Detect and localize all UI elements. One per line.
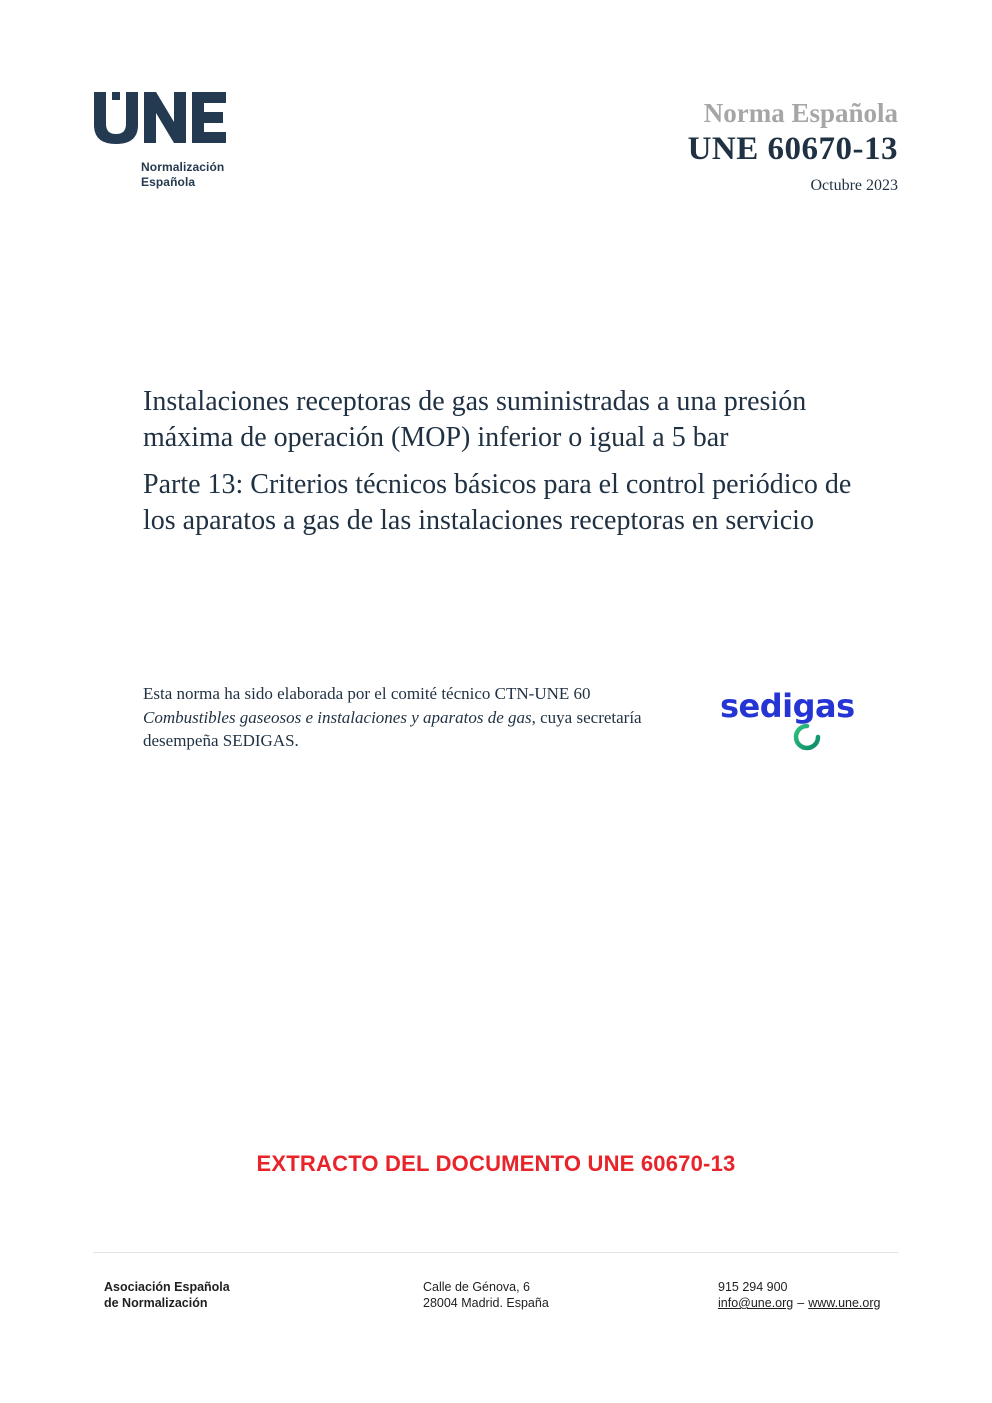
sedigas-ring-icon (792, 722, 822, 752)
email-link[interactable]: info@une.org (718, 1296, 794, 1310)
standard-type-label: Norma Española (703, 98, 898, 128)
footer-address-line2: 28004 Madrid. España (423, 1296, 549, 1310)
footer-org-line1: Asociación Española (104, 1280, 230, 1294)
document-title (143, 384, 853, 538)
footer-divider (93, 1252, 898, 1253)
extract-notice: EXTRACTO DEL DOCUMENTO UNE 60670-13 (256, 1151, 736, 1176)
une-logo-mark (92, 88, 232, 148)
committee-statement (143, 682, 663, 753)
une-logo-subtitle-line1: Normalización (141, 160, 225, 174)
une-logo-subtitle (141, 160, 224, 190)
footer-contact (718, 1279, 880, 1311)
committee-text-before: Esta norma ha sido elaborada por el comité técnico CTN-UNE 60 (143, 684, 591, 703)
website-link[interactable]: www.une.org (808, 1296, 881, 1310)
footer-address (423, 1279, 549, 1311)
footer-address-line1: Calle de Génova, 6 (423, 1280, 531, 1294)
footer-separator: – (797, 1296, 805, 1310)
sedigas-logo-word: sedigas (720, 687, 855, 725)
footer-phone: 915 294 900 (718, 1280, 788, 1294)
publication-date: Octubre 2023 (810, 177, 898, 194)
committee-text-after: , cuya secretaría desempeña SEDIGAS. (143, 707, 642, 750)
standard-header (688, 96, 898, 198)
committee-paragraph (143, 682, 663, 753)
une-logo (92, 88, 242, 198)
footer-organization (104, 1279, 230, 1311)
footer-links (718, 1295, 880, 1311)
sedigas-logo (720, 686, 865, 756)
main-title: Instalaciones receptoras de gas suministradas a una presión máxima de operación (MOP) inferior o igual a 5 bar (143, 386, 807, 453)
standard-code: UNE 60670-13 (687, 131, 898, 167)
part-title: Parte 13: Criterios técnicos básicos para el control periódico de los aparatos a gas de las instalaciones receptoras en servicio (143, 469, 852, 536)
committee-name: Combustibles gaseosos e instalaciones y aparatos de gas (143, 707, 532, 727)
footer-org-line2: de Normalización (104, 1296, 208, 1310)
une-logo-subtitle-line2: Española (141, 175, 196, 189)
